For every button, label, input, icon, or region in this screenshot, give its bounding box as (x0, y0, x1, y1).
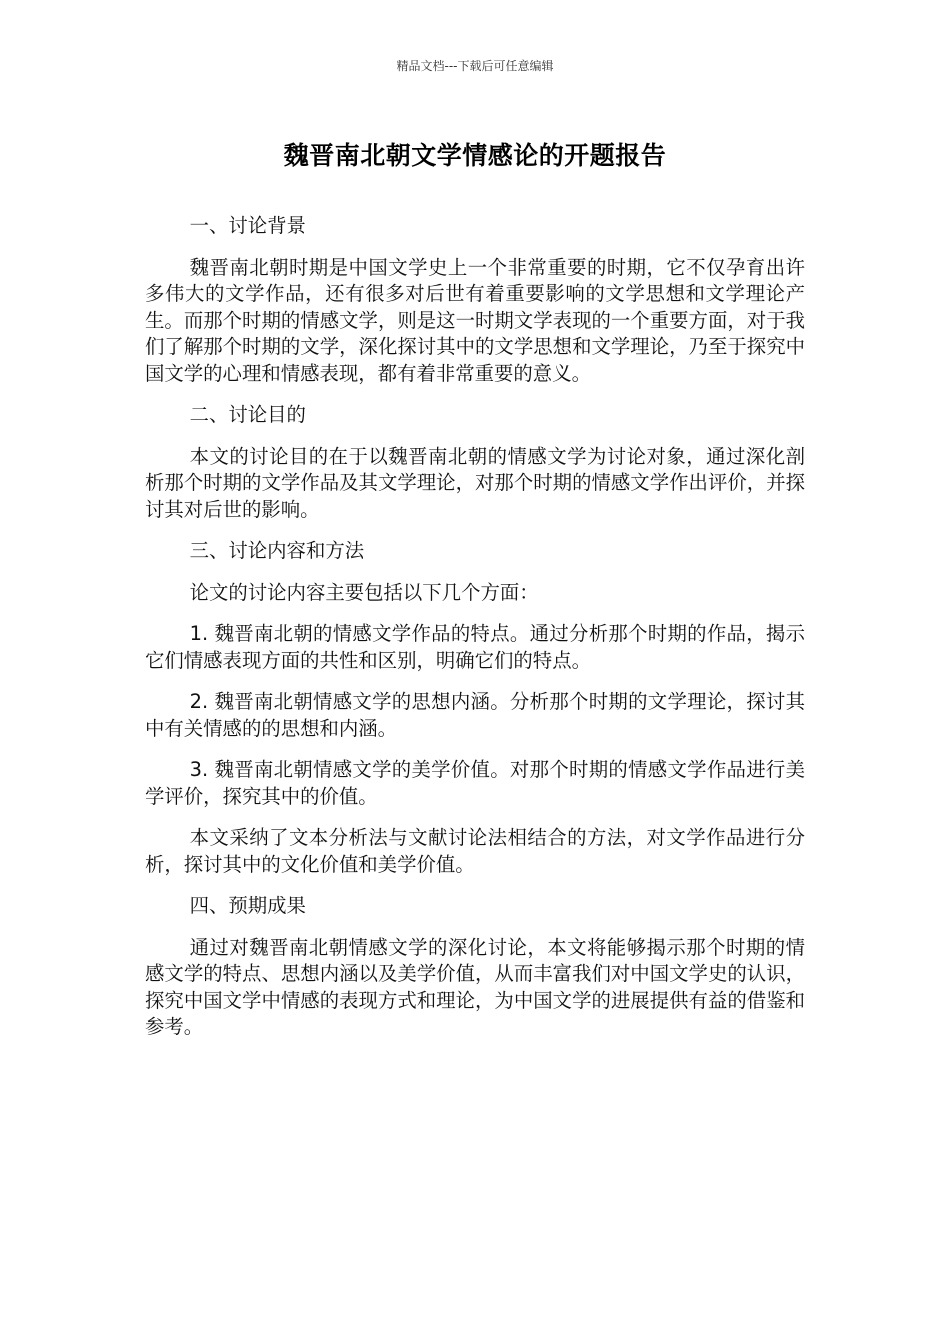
document-body (145, 213, 805, 1056)
list-item-1: 1. 魏晋南北朝的情感文学作品的特点。通过分析那个时期的作品，揭示它们情感表现方面的共性和区别，明确它们的特点。 (145, 622, 805, 672)
list-item-3: 3. 魏晋南北朝情感文学的美学价值。对那个时期的情感文学作品进行美学评价，探究其中的价值。 (145, 758, 805, 808)
paragraph-method: 本文采纳了文本分析法与文献讨论法相结合的方法，对文学作品进行分析，探讨其中的文化价值和美学价值。 (145, 826, 805, 876)
paragraph-background: 魏晋南北朝时期是中国文学史上一个非常重要的时期，它不仅孕育出许多伟大的文学作品，还有很多对后世有着重要影响的文学思想和文学理论产生。而那个时期的情感文学，则是这一时期文学表现的一个重要方面，对于我们了解那个时期的文学，深化探讨其中的文学思想和文学理论，乃至于探究中国文学的心理和情感表现，都有着非常重要的意义。 (145, 255, 805, 385)
paragraph-expected-results: 通过对魏晋南北朝情感文学的深化讨论，本文将能够揭示那个时期的情感文学的特点、思想内涵以及美学价值，从而丰富我们对中国文学史的认识，探究中国文学中情感的表现方式和理论，为中国文学的进展提供有益的借鉴和参考。 (145, 935, 805, 1038)
section-heading-expected-results: 四、预期成果 (189, 894, 306, 917)
paragraph-purpose: 本文的讨论目的在于以魏晋南北朝的情感文学为讨论对象，通过深化剖析那个时期的文学作品及其文学理论，对那个时期的情感文学作出评价，并探讨其对后世的影响。 (145, 444, 805, 521)
section-heading-purpose: 二、讨论目的 (189, 403, 306, 426)
page-header: 精品文档---下载后可任意编辑 (396, 59, 554, 73)
document-title: 魏晋南北朝文学情感论的开题报告 (283, 141, 667, 170)
section-heading-background: 一、讨论背景 (189, 214, 306, 237)
section-heading-content-method: 三、讨论内容和方法 (189, 539, 365, 562)
list-item-2: 2. 魏晋南北朝情感文学的思想内涵。分析那个时期的文学理论，探讨其中有关情感的的思想和内涵。 (145, 690, 805, 740)
paragraph-content-intro: 论文的讨论内容主要包括以下几个方面： (189, 580, 539, 604)
